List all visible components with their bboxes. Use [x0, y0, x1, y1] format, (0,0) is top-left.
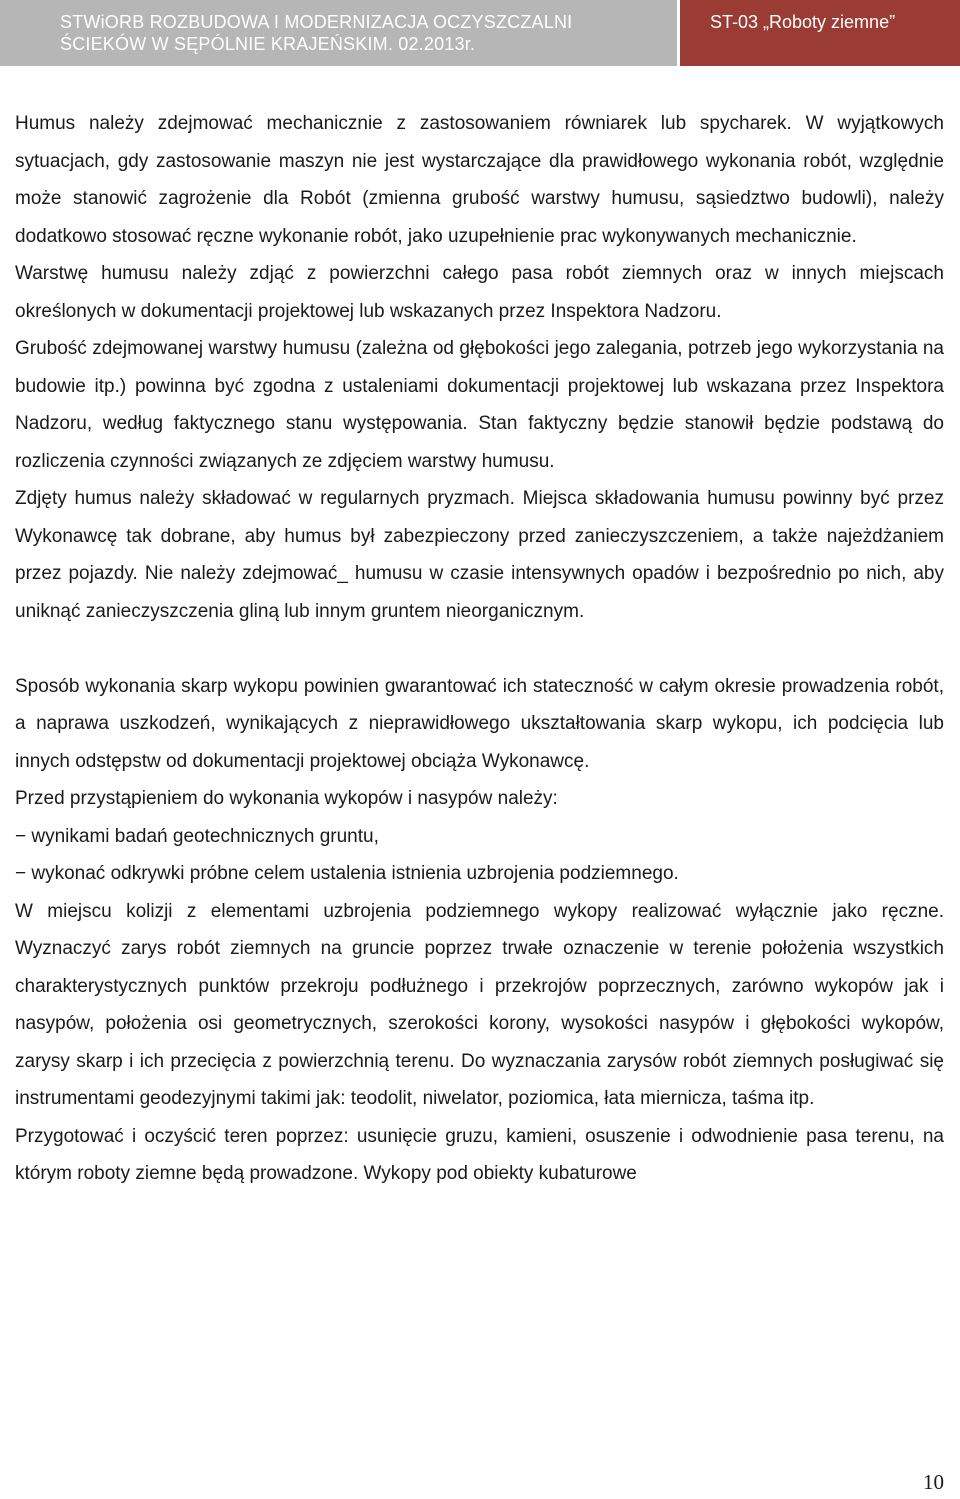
paragraph-humus-storage: Zdjęty humus należy składować w regularnych pryzmach. Miejsca składowania humusu powinny być przez Wykonawcę tak dobrane, aby humus był zabezpieczony przed zanieczyszczeniem, a także najeżdżaniem przez pojazdy. Nie należy zdejmować_ humusu w czasie intensywnych opadów i bezpośrednio po nich, aby uniknąć zanieczyszczenia gliną lub innym gruntem nieorganicznym. [15, 488, 944, 622]
list-item-test-pits: − wykonać odkrywki próbne celem ustalenia istnienia uzbrojenia podziemnego. [15, 863, 679, 884]
list-item-geotech: − wynikami badań geotechnicznych gruntu, [15, 825, 379, 847]
paragraph-collision: W miejscu kolizji z elementami uzbrojenia podziemnego wykopy realizować wyłącznie jako ręczne. Wyznaczyć zarys robót ziemnych na gruncie poprzez trwałe oznaczenie w terenie położenia wszystkich charakterystycznych punktów przekroju podłużnego i przekrojów poprzecznych, zarówno wykopów jak i nasypów, położenia osi geometrycznych, szerokości korony, wysokości nasypów i głębokości wykopów, zarysy skarp i ich przecięcia z powierzchnią terenu. Do wyznaczania zarysów robót ziemnych posługiwać się instrumentami geodezyjnymi takimi jak: teodolit, niwelator, poziomica, łata miernicza, taśma itp. [15, 900, 944, 1109]
page-header [0, 0, 960, 66]
page-number: 10 [923, 1470, 944, 1494]
paragraph-slopes: Sposób wykonania skarp wykopu powinien gwarantować ich stateczność w całym okresie prowadzenia robót, a naprawa uszkodzeń, wynikających z nieprawidłowego ukształtowania skarp wykopu, ich podcięcia lub innych odstępstw od dokumentacji projektowej obciąża Wykonawcę. [15, 675, 944, 772]
paragraph-gap [15, 630, 944, 668]
paragraph-before-excavation: Przed przystąpieniem do wykonania wykopów i nasypów należy: [15, 788, 558, 809]
paragraph-humus-layer: Warstwę humusu należy zdjąć z powierzchni całego pasa robót ziemnych oraz w innych miejscach określonych w dokumentacji projektowej lub wskazanych przez Inspektora Nadzoru. [15, 263, 944, 322]
paragraph-humus-removal: Humus należy zdejmować mechanicznie z zastosowaniem równiarek lub spycharek. W wyjątkowych sytuacjach, gdy zastosowanie maszyn nie jest wystarczające dla prawidłowego wykonania robót, względnie może stanowić zagrożenie dla Robót (zmienna grubość warstwy humusu, sąsiedztwo budowli), należy dodatkowo stosować ręczne wykonanie robót, jako uzupełnienie prac wykonywanych mechanicznie. [15, 113, 944, 247]
section-code: ST-03 „Roboty ziemne” [680, 0, 960, 66]
document-title-line-1: STWiORB ROZBUDOWA I MODERNIZACJA OCZYSZCZALNI [60, 12, 573, 32]
paragraph-site-preparation: Przygotować i oczyścić teren poprzez: usunięcie gruzu, kamieni, osuszenie i odwodnienie pasa terenu, na którym roboty ziemne będą prowadzone. Wykopy pod obiekty kubaturowe [15, 1125, 944, 1184]
document-body [15, 105, 944, 1193]
document-title-block [0, 0, 677, 66]
document-title-line-2: ŚCIEKÓW W SĘPÓLNIE KRAJEŃSKIM. 02.2013r. [60, 34, 476, 54]
paragraph-humus-thickness: Grubość zdejmowanej warstwy humusu (zależna od głębokości jego zalegania, potrzeb jego wykorzystania na budowie itp.) powinna być zgodna z ustaleniami dokumentacji projektowej lub wskazana przez Inspektora Nadzoru, według faktycznego stanu występowania. Stan faktyczny będzie stanowił będzie podstawą do rozliczenia czynności związanych ze zdjęciem warstwy humusu. [15, 338, 944, 472]
